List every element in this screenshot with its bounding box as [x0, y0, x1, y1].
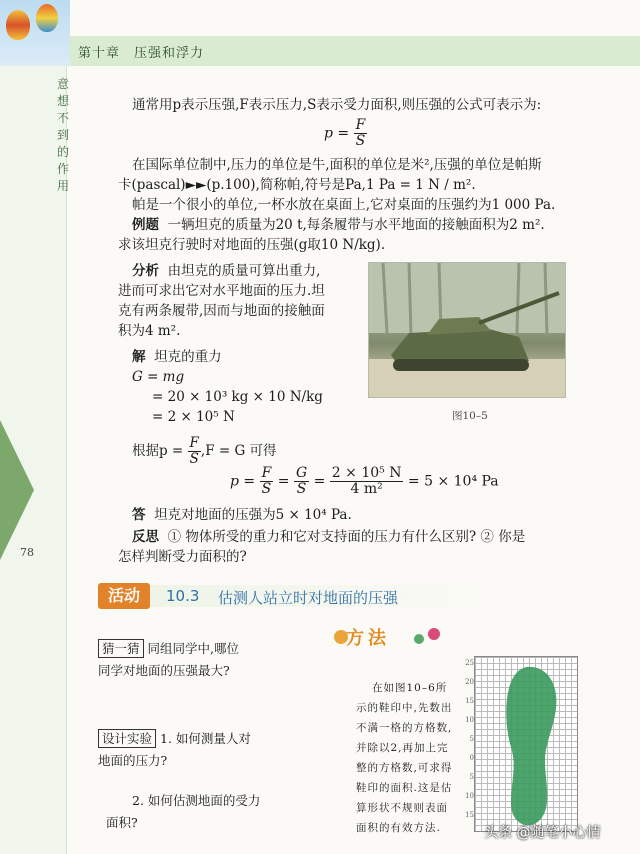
- watermark: 头条 @随笔小心情: [484, 825, 601, 841]
- paragraph-line: 怎样判断受力面积的?: [118, 549, 247, 565]
- solution-heading: 解 坦克的重力: [132, 349, 222, 365]
- hot-air-balloon-icon: [6, 10, 30, 40]
- method-text: 面积的有效方法.: [356, 822, 441, 834]
- guess-label: 猜一猜: [98, 639, 144, 658]
- solution-step: G = mg: [132, 369, 185, 385]
- decorative-dot-icon: [414, 634, 424, 644]
- method-text: 并除以2,再加上完: [356, 742, 449, 754]
- example-problem: 例题 一辆坦克的质量为20 t,每条履带与水平地面的接触面积为2 m².: [132, 217, 545, 233]
- method-text: 整的方格数,可求得: [356, 762, 453, 774]
- footprint-grid: [474, 656, 578, 832]
- analysis: 分析 由坦克的质量可算出重力,: [132, 263, 321, 279]
- reflection: 反思 ① 物体所受的重力和它对支持面的压力有什么区别? ② 你是: [132, 529, 526, 545]
- method-text: 在如图10–6所: [372, 682, 448, 694]
- design-question-text: 面积?: [106, 815, 138, 830]
- tank-photo: [368, 262, 566, 398]
- activity-badge: 活动: [98, 583, 150, 609]
- method-text: 鞋印的面积.这是估: [356, 782, 453, 794]
- paragraph-line: 通常用p表示压强,F表示压力,S表示受力面积,则压强的公式可表示为:: [132, 97, 542, 113]
- grid-axis-labels: 25 20 15 10 5 0 5 10 15: [465, 659, 474, 819]
- guess-prompt: 猜一猜 同组同学中,哪位: [98, 640, 239, 658]
- pressure-formula: p = $\frac{F}{S}$: [324, 117, 366, 149]
- page-number: 78: [20, 546, 34, 559]
- paragraph-line: 帕是一个很小的单位,一杯水放在桌面上,它对桌面的压强约为1 000 Pa.: [132, 197, 556, 213]
- activity-number: 10.3: [166, 587, 200, 605]
- paragraph-line: 卡(pascal)►►(p.100),简称帕,符号是Pa,1 Pa = 1 N / m².: [118, 177, 476, 193]
- method-title: 方法: [346, 628, 390, 649]
- design-question: 2. 如何估测地面的受力: [132, 793, 261, 808]
- guess-text: 同学对地面的压强最大?: [98, 663, 230, 678]
- paragraph-line: 在国际单位制中,压力的单位是牛,面积的单位是米²,压强的单位是帕斯: [132, 157, 542, 173]
- design-question: 设计实验 1. 如何测量人对: [98, 730, 251, 748]
- solution-step: = 20 × 10³ kg × 10 N/kg: [152, 389, 323, 405]
- tank-illustration: [369, 263, 565, 397]
- figure-caption: 图10–5: [452, 410, 488, 422]
- hot-air-balloon-icon: [36, 4, 58, 32]
- calculation-formula: p = $\frac{F}{S}$ = $\frac{G}{S}$ = $\frac{\text{2 × 10⁵ N}}{\text{4 m²}}$ = 5 × 10⁴ Pa: [230, 465, 499, 497]
- paragraph-line: 进而可求出它对水平地面的压力.坦: [118, 283, 325, 299]
- chapter-title: 第十章 压强和浮力: [78, 46, 205, 61]
- design-label: 设计实验: [98, 729, 156, 748]
- solution-step: = 2 × 10⁵ N: [152, 409, 235, 425]
- paragraph-line: 求该坦克行驶时对地面的压强(g取10 N/kg).: [118, 237, 386, 253]
- side-label: 意 想 不 到 的 作 用: [56, 77, 69, 193]
- paragraph-line: 积为4 m².: [118, 323, 181, 339]
- method-text: 不满一格的方格数,: [356, 722, 453, 734]
- activity-title: 估测人站立时对地面的压强: [218, 589, 399, 607]
- method-text: 算形状不规则表面: [356, 802, 448, 814]
- design-question-text: 地面的压力?: [98, 753, 168, 768]
- decorative-dot-icon: [428, 628, 440, 640]
- answer: 答 坦克对地面的压强为5 × 10⁴ Pa.: [132, 507, 352, 523]
- paragraph-line: 克有两条履带,因而与地面的接触面: [118, 303, 325, 319]
- method-text: 示的鞋印中,先数出: [356, 702, 453, 714]
- footprint-icon: [475, 657, 577, 831]
- side-decoration: [0, 420, 34, 560]
- solution-step: 根据p = $\frac{F}{S}$ ,F = G 可得: [132, 435, 277, 467]
